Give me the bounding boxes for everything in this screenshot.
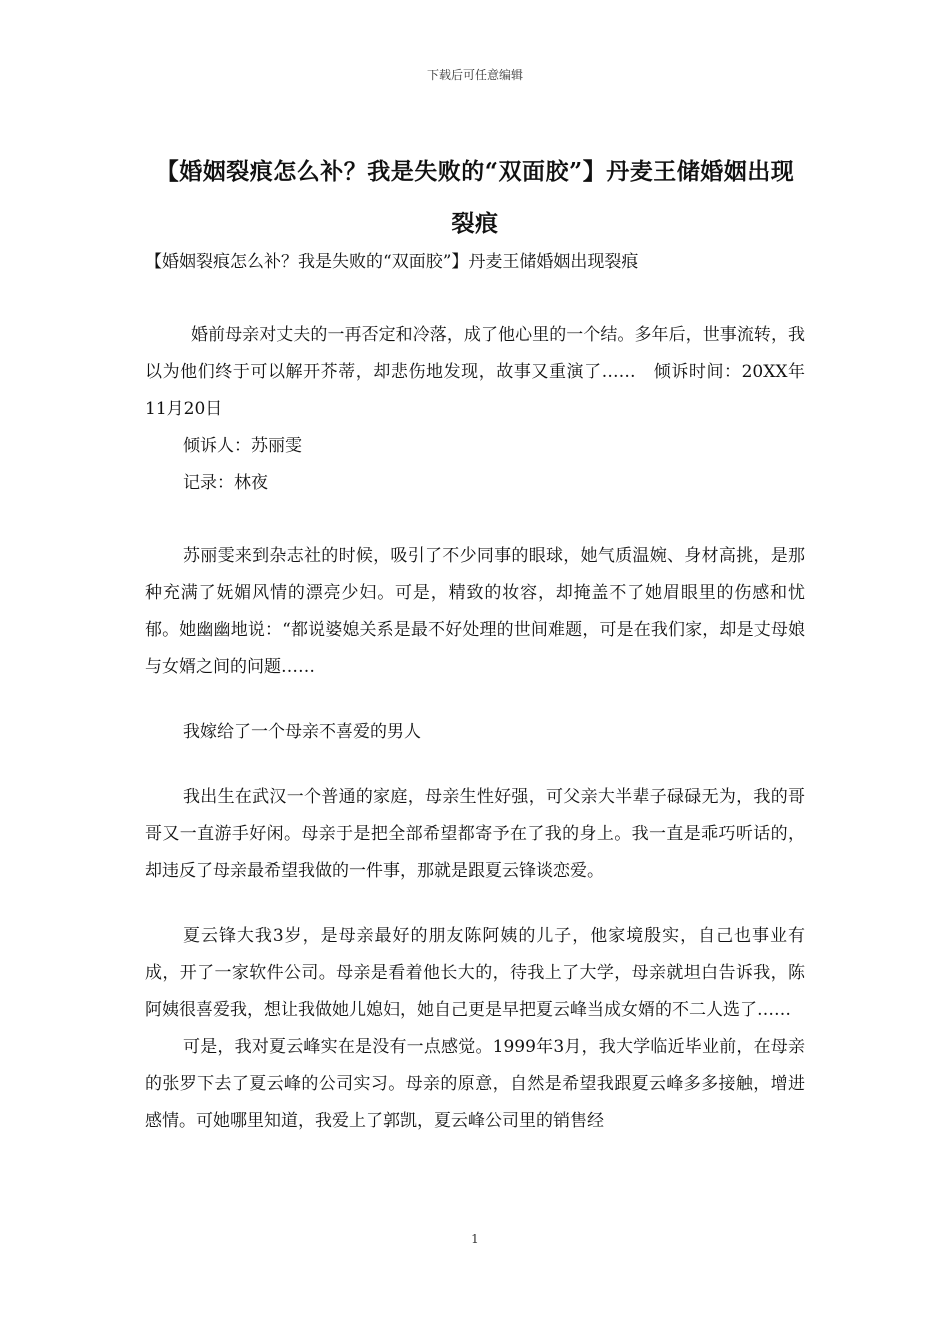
section-heading: 我嫁给了一个母亲不喜爱的男人 xyxy=(183,722,421,742)
subtitle-paragraph: 【婚姻裂痕怎么补？我是失败的“双面胶”】丹麦王储婚姻出现裂痕 xyxy=(145,252,639,272)
document-title: 【婚姻裂痕怎么补？我是失败的“双面胶”】丹麦王储婚姻出现裂痕 xyxy=(155,158,795,237)
document-body xyxy=(145,244,805,1140)
paragraph: 记录：林夜 xyxy=(183,473,268,493)
paragraph: 夏云锋大我3岁，是母亲最好的朋友陈阿姨的儿子，他家境殷实，自己也事业有成，开了一家软件公司。母亲是看着他长大的，待我上了大学，母亲就坦白告诉我，陈阿姨很喜爱我，想让我做她儿媳妇，她自己更是早把夏云峰当成女婿的不二人选了…… xyxy=(145,926,805,1020)
paragraph: 苏丽雯来到杂志社的时候，吸引了不少同事的眼球，她气质温婉、身材高挑，是那种充满了妩媚风情的漂亮少妇。可是，精致的妆容，却掩盖不了她眉眼里的伤感和忧郁。她幽幽地说：“都说婆媳关系是最不好处理的世间难题，可是在我们家，却是丈母娘与女婿之间的问题…… xyxy=(145,546,805,677)
page-number: 1 xyxy=(471,1232,479,1246)
paragraph: 婚前母亲对丈夫的一再否定和冷落，成了他心里的一个结。多年后，世事流转，我以为他们终于可以解开芥蒂，却悲伤地发现，故事又重演了…… 倾诉时间：20XX年11月20日 xyxy=(145,325,805,419)
page-header: 下载后可任意编辑 xyxy=(426,68,523,82)
paragraph: 倾诉人：苏丽雯 xyxy=(183,436,302,456)
paragraph: 我出生在武汉一个普通的家庭，母亲生性好强，可父亲大半辈子碌碌无为，我的哥哥又一直游手好闲。母亲于是把全部希望都寄予在了我的身上。我一直是乖巧听话的，却违反了母亲最希望我做的一件事，那就是跟夏云锋谈恋爱。 xyxy=(145,787,805,881)
paragraph: 可是，我对夏云峰实在是没有一点感觉。1999年3月，我大学临近毕业前，在母亲的张罗下去了夏云峰的公司实习。母亲的原意，自然是希望我跟夏云峰多多接触，增进感情。可她哪里知道，我爱上了郭凯，夏云峰公司里的销售经 xyxy=(145,1037,805,1131)
